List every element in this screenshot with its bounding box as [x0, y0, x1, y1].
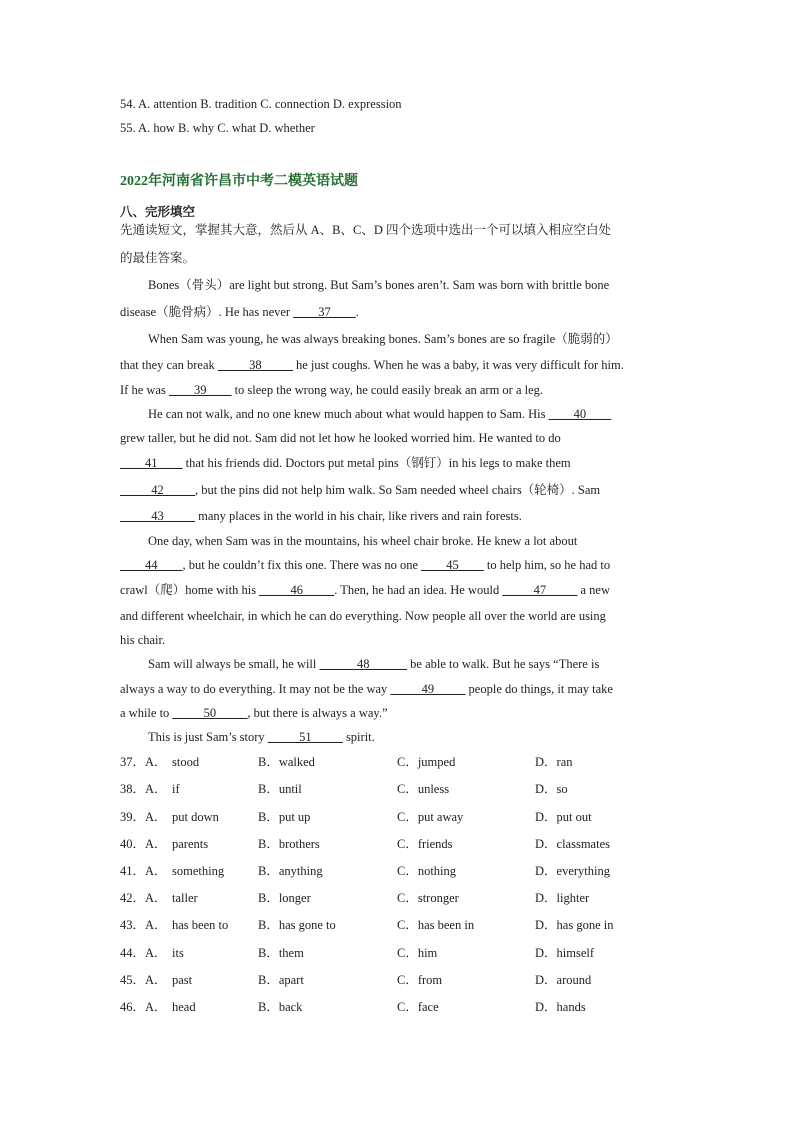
- question-number: 39．A．: [120, 810, 167, 824]
- passage-line: [148, 406, 611, 422]
- question-number: 37．A．: [120, 755, 167, 769]
- question-number: 38．A．: [120, 782, 167, 796]
- option-b: B．back: [258, 1000, 303, 1014]
- section-heading: 八、完形填空: [120, 205, 196, 219]
- passage-text: , but the pins did not help him walk. So Sam needed wheel chairs（轮椅）. Sam: [195, 483, 601, 497]
- blank-49: _____49_____: [390, 682, 466, 696]
- option-c: C．friends: [397, 837, 453, 851]
- option-d: D．so: [535, 782, 568, 796]
- passage-text: , but there is always a way.”: [247, 706, 388, 720]
- passage-text: .: [355, 305, 359, 319]
- option-d: D．lighter: [535, 891, 590, 905]
- passage-text: be able to walk. But he says “There is: [407, 657, 600, 671]
- blank-42: _____42_____: [120, 483, 195, 497]
- passage-line: [120, 508, 522, 524]
- passage-text: he just coughs. When he was a baby, it was very difficult for him.: [292, 358, 624, 372]
- passage-line: [120, 304, 359, 320]
- blank-44: ____44____: [120, 558, 183, 572]
- blank-37: ____37____: [293, 305, 356, 319]
- option-a: head: [172, 1000, 196, 1014]
- passage-text: a new: [577, 583, 610, 597]
- passage-line: and different wheelchair, in which he can do everything. Now people all over the world are using: [120, 609, 606, 623]
- passage-line: [120, 681, 613, 697]
- blank-38: _____38_____: [217, 358, 293, 372]
- passage-line: Bones（骨头）are light but strong. But Sam’s bones aren’t. Sam was born with brittle bone: [148, 278, 610, 292]
- option-b: B．until: [258, 782, 302, 796]
- option-a: past: [172, 973, 193, 987]
- passage-text: many places in the world in his chair, like rivers and rain forests.: [195, 509, 522, 523]
- option-c: C．face: [397, 1000, 439, 1014]
- passage-line: [148, 729, 375, 745]
- option-b: B．walked: [258, 755, 315, 769]
- option-a: stood: [172, 755, 200, 769]
- passage-text: crawl（爬）home with his: [120, 583, 260, 597]
- passage-text: spirit.: [342, 730, 375, 744]
- option-a: parents: [172, 837, 209, 851]
- option-a: taller: [172, 891, 198, 905]
- blank-40: ____40____: [548, 407, 612, 421]
- option-c: C．unless: [397, 782, 450, 796]
- blank-39: ____39____: [168, 383, 232, 397]
- passage-text: people do things, it may take: [465, 682, 613, 696]
- passage-line: [120, 582, 610, 598]
- passage-line: One day, when Sam was in the mountains, his wheel chair broke. He knew a lot about: [148, 534, 578, 548]
- passage-text: Sam will always be small, he will: [148, 657, 320, 671]
- option-d: D．classmates: [535, 837, 610, 851]
- passage-text: He can not walk, and no one knew much about what would happen to Sam. His: [148, 407, 549, 421]
- question-number: 40．A．: [120, 837, 167, 851]
- question-number: 43．A．: [120, 918, 167, 932]
- passage-line: [120, 705, 388, 721]
- passage-text: . Then, he had an idea. He would: [334, 583, 503, 597]
- passage-line: [148, 656, 599, 672]
- blank-51: _____51_____: [267, 730, 343, 744]
- option-c: C．him: [397, 946, 438, 960]
- option-b: B．them: [258, 946, 304, 960]
- option-a: its: [172, 946, 184, 960]
- option-a: put down: [172, 810, 219, 824]
- passage-line: [120, 557, 610, 573]
- instructions-line-2: 的最佳答案。: [120, 251, 196, 265]
- option-d: D．put out: [535, 810, 592, 824]
- option-c: C．nothing: [397, 864, 457, 878]
- question-number: 42．A．: [120, 891, 167, 905]
- option-d: D．hands: [535, 1000, 586, 1014]
- passage-text: to help him, so he had to: [483, 558, 611, 572]
- option-c: C．from: [397, 973, 443, 987]
- question-number: 44．A．: [120, 946, 167, 960]
- blank-46: _____46_____: [259, 583, 335, 597]
- prev-question-55: 55. A. how B. why C. what D. whether: [120, 121, 315, 135]
- blank-47: _____47_____: [502, 583, 578, 597]
- option-a: if: [172, 782, 180, 796]
- option-d: D．around: [535, 973, 592, 987]
- passage-text: that his friends did. Doctors put metal pins（钢钉）in his legs to make them: [182, 456, 571, 470]
- passage-text: a while to: [120, 706, 173, 720]
- option-c: C．jumped: [397, 755, 456, 769]
- passage-line: When Sam was young, he was always breaking bones. Sam’s bones are so fragile（脆弱的）: [148, 332, 618, 346]
- option-b: B．anything: [258, 864, 323, 878]
- instructions-line-1: 先通读短文，掌握其大意，然后从 A、B、C、D 四个选项中选出一个可以填入相应空白处: [120, 223, 611, 237]
- passage-text: always a way to do everything. It may not be the way: [120, 682, 391, 696]
- option-a: something: [172, 864, 225, 878]
- question-number: 45．A．: [120, 973, 167, 987]
- option-d: D．himself: [535, 946, 595, 960]
- passage-text: , but he couldn’t fix this one. There was no one: [182, 558, 422, 572]
- option-c: C．has been in: [397, 918, 475, 932]
- passage-line: grew taller, but he did not. Sam did not let how he looked worried him. He wanted to do: [120, 431, 561, 445]
- option-b: B．apart: [258, 973, 304, 987]
- passage-line: [120, 357, 624, 373]
- option-b: B．brothers: [258, 837, 320, 851]
- passage-line: [120, 455, 571, 471]
- option-c: C．stronger: [397, 891, 459, 905]
- option-d: D．everything: [535, 864, 610, 878]
- blank-45: ____45____: [421, 558, 484, 572]
- passage-text: If he was: [120, 383, 169, 397]
- option-a: has been to: [172, 918, 229, 932]
- blank-41: ____41____: [120, 456, 183, 470]
- passage-line: [120, 482, 600, 498]
- passage-text: This is just Sam’s story: [148, 730, 268, 744]
- option-b: B．has gone to: [258, 918, 336, 932]
- option-b: B．put up: [258, 810, 311, 824]
- passage-text: to sleep the wrong way, he could easily break an arm or a leg.: [231, 383, 544, 397]
- option-b: B．longer: [258, 891, 311, 905]
- blank-50: _____50_____: [172, 706, 248, 720]
- passage-line: his chair.: [120, 633, 166, 647]
- option-d: D．ran: [535, 755, 573, 769]
- option-c: C．put away: [397, 810, 464, 824]
- blank-48: ______48______: [319, 657, 408, 671]
- blank-43: _____43_____: [120, 509, 195, 523]
- question-number: 46．A．: [120, 1000, 167, 1014]
- passage-text: disease（脆骨病）. He has never: [120, 305, 294, 319]
- prev-question-54: 54. A. attention B. tradition C. connection D. expression: [120, 97, 402, 111]
- passage-text: that they can break: [120, 358, 218, 372]
- option-d: D．has gone in: [535, 918, 614, 932]
- page-title: 2022年河南省许昌市中考二模英语试题: [120, 174, 358, 189]
- passage-line: [120, 382, 543, 398]
- question-number: 41．A．: [120, 864, 167, 878]
